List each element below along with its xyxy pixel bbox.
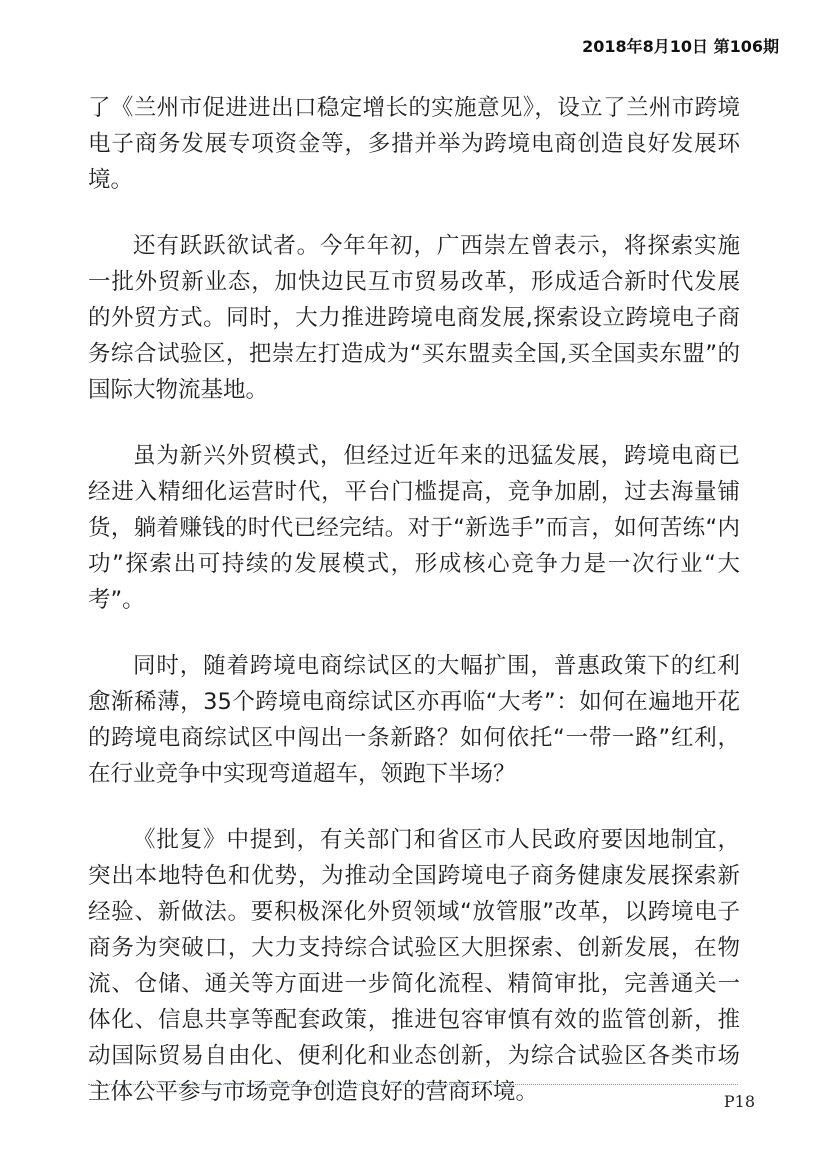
paragraph-2: 还有跃跃欲试者。今年年初，广西崇左曾表示，将探索实施一批外贸新业态，加快边民互市贸易改革，形成适合新时代发展的外贸方式。同时，大力推进跨境电商发展,探索设立跨境电子商务综合试验区，把崇左打造成为“买东盟卖全国,买全国卖东盟”的国际大物流基地。 bbox=[88, 233, 740, 403]
page-number: P18 bbox=[723, 1092, 755, 1111]
article-body bbox=[88, 90, 740, 1110]
paragraph-4: 同时，随着跨境电商综试区的大幅扩围，普惠政策下的红利愈渐稀薄，35个跨境电商综试区亦再临“大考”：如何在遍地开花的跨境电商综试区中闯出一条新路？如何依托“一带一路”红利，在行业竞争中实现弯道超车，领跑下半场？ bbox=[88, 653, 740, 787]
paragraph-1: 了《兰州市促进进出口稳定增长的实施意见》，设立了兰州市跨境电子商务发展专项资金等，多措并举为跨境电商创造良好发展环境。 bbox=[88, 95, 740, 193]
issue-date-header: 2018年8月10日 第106期 bbox=[582, 37, 779, 56]
footer-divider bbox=[88, 1084, 738, 1085]
paragraph-5: 《批复》中提到，有关部门和省区市人民政府要因地制宜，突出本地特色和优势，为推动全国跨境电子商务健康发展探索新经验、新做法。要积极深化外贸领域“放管服”改革，以跨境电子商务为突破口，大力支持综合试验区大胆探索、创新发展，在物流、仓储、通关等方面进一步简化流程、精简审批，完善通关一体化、信息共享等配套政策，推进包容审慎有效的监管创新，推动国际贸易自由化、便利化和业态创新，为综合试验区各类市场主体公平参与市场竞争创造良好的营商环境。 bbox=[88, 827, 740, 1105]
paragraph-3: 虽为新兴外贸模式，但经过近年来的迅猛发展，跨境电商已经进入精细化运营时代，平台门槛提高，竞争加剧，过去海量铺货，躺着赚钱的时代已经完结。对于“新选手”而言，如何苦练“内功”探索出可持续的发展模式，形成核心竞争力是一次行业“大考”。 bbox=[88, 443, 740, 613]
